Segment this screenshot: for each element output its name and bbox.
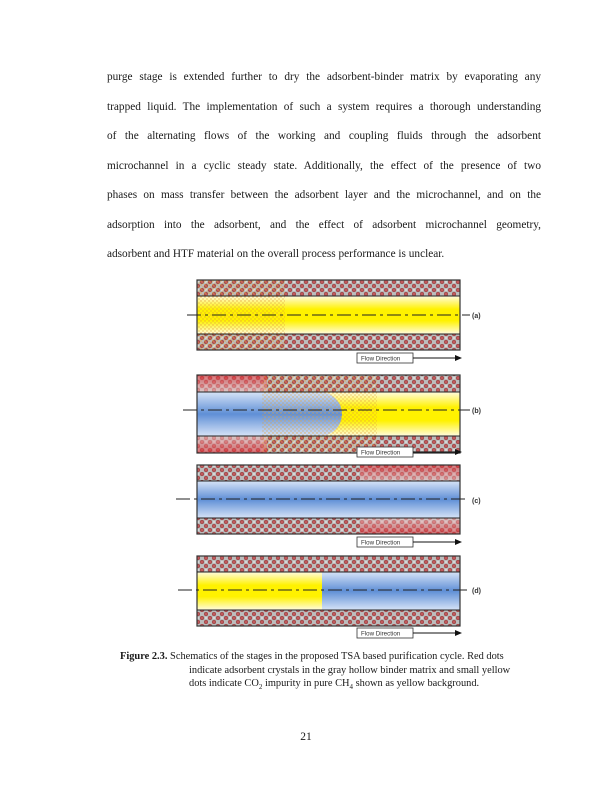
flow-direction-label: Flow Direction xyxy=(361,449,401,457)
flow-arrowhead-icon xyxy=(455,355,462,361)
flow-arrowhead-icon xyxy=(455,630,462,636)
panel-b xyxy=(183,375,481,457)
panel-label: (d) xyxy=(472,588,481,595)
text-line: adsorption into the adsorbent, and the effect of adsorbent microchannel geometry, xyxy=(107,218,541,231)
flow-direction-label: Flow Direction xyxy=(361,539,401,547)
text-line: trapped liquid. The implementation of such a system requires a thorough understanding xyxy=(107,100,541,113)
panel-label: (c) xyxy=(472,498,481,505)
caption-text-line3: dots indicate $CO_2$ impurity in pure $CH_4$ shown as yellow background. xyxy=(189,678,480,692)
channel-yellow xyxy=(197,572,322,610)
caption-label: Figure 2.3. xyxy=(120,651,168,662)
flow-direction-label: Flow Direction xyxy=(361,355,401,363)
top-adsorbent-layer xyxy=(197,556,460,572)
panel-d xyxy=(178,556,481,638)
caption-text: indicate adsorbent crystals in the gray hollow binder matrix and small yellow xyxy=(189,664,511,676)
flow-direction-label: Flow Direction xyxy=(361,630,401,638)
impurity-region xyxy=(262,375,377,453)
panel-label: (b) xyxy=(472,408,481,415)
flow-arrowhead-icon xyxy=(455,539,462,545)
text-line: phases on mass transfer between the adsorbent layer and the microchannel, and on the xyxy=(107,189,541,201)
panel-label: (a) xyxy=(472,313,481,320)
panel-a xyxy=(187,280,481,363)
figure-caption xyxy=(120,650,540,695)
text-line: microchannel in a cyclic steady state. Additionally, the effect of the presence of two xyxy=(107,159,541,172)
bottom-adsorbent-layer xyxy=(197,610,460,626)
panel-c xyxy=(176,465,481,547)
caption-text: Schematics of the stages in the proposed TSA based purification cycle. Red dots xyxy=(170,651,504,662)
text-line: adsorbent and HTF material on the overall process performance is unclear. xyxy=(107,248,445,260)
text-line: purge stage is extended further to dry the adsorbent-binder matrix by evaporating any xyxy=(107,71,541,83)
text-line: of the alternating flows of the working and coupling fluids through the adsorbent xyxy=(107,130,541,142)
page-number: 21 xyxy=(300,731,312,743)
